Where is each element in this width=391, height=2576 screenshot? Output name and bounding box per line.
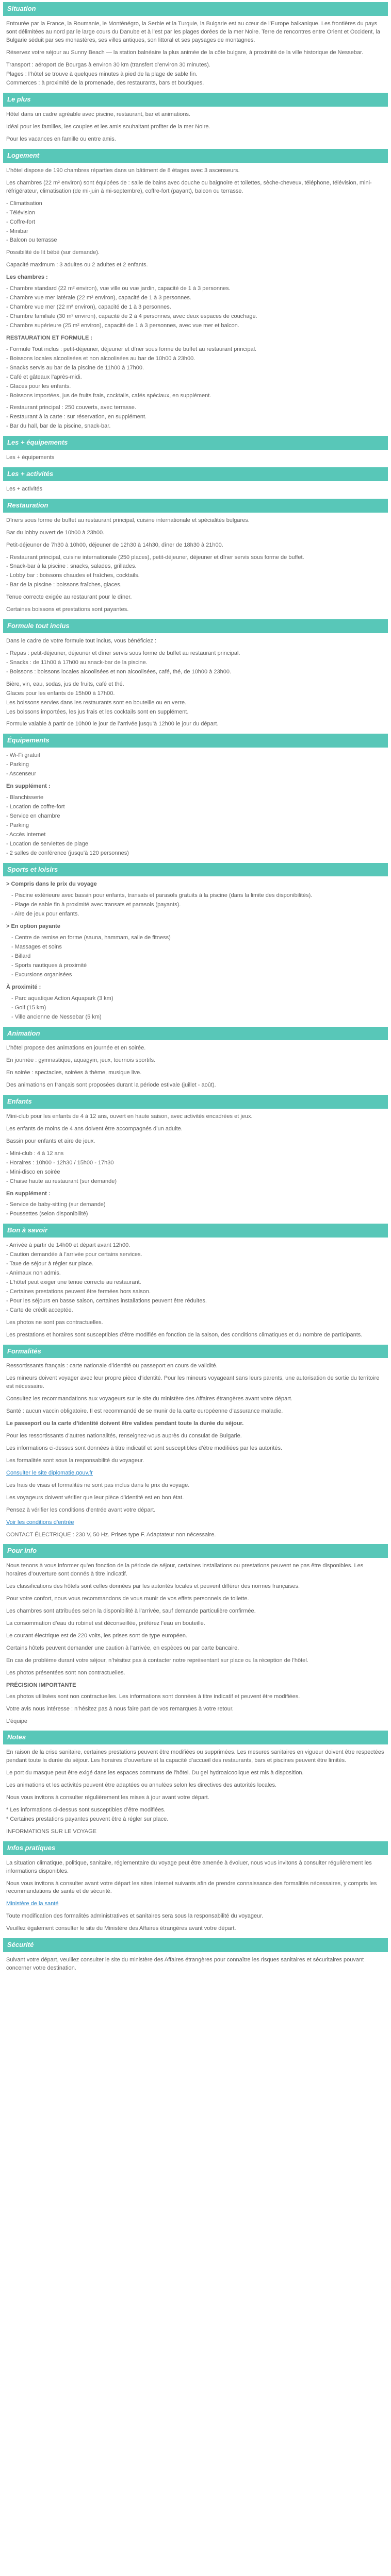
paragraph: Possibilité de lit bébé (sur demande). (6, 249, 100, 256)
list-item: - Piscine extérieure avec bassin pour enfants, transats et parasols gratuits à la piscine (dans la limite des disponibilités). (11, 892, 313, 899)
paragraph: Toute modification des formalités administratives et sanitaires sera sous la responsabilité du voyageur. (6, 1913, 264, 1920)
paragraph: Les animations et les activités peuvent être adaptées ou annulées selon les directives des autorités locales. (6, 1782, 277, 1789)
list-item: - Restaurant principal, cuisine internationale (250 places), petit-déjeuner, déjeuner et dîner servis sous forme de buffet. (6, 554, 304, 561)
paragraph: Les prestations et horaires sont susceptibles d’être modifiés en fonction de la saison, des conditions climatiques et du nombre de participants. (6, 1331, 363, 1338)
subheading: RESTAURATION ET FORMULE : (6, 334, 93, 341)
section-equipements (3, 734, 388, 857)
section-title: Logement (3, 149, 388, 163)
section-title: Le plus (3, 93, 388, 107)
list-item: - Aire de jeux pour enfants. (11, 911, 79, 918)
list-item: - Massages et soins (11, 944, 62, 951)
paragraph: Petit-déjeuner de 7h30 à 10h00, déjeuner de 12h30 à 14h30, dîner de 18h30 à 21h00. (6, 541, 223, 548)
list-item: Les boissons servies dans les restaurants sont en bouteille ou en verre. (6, 699, 187, 706)
section-title: Formule tout inclus (3, 619, 388, 633)
paragraph: Certaines boissons et prestations sont payantes. (6, 606, 129, 613)
paragraph: En raison de la crise sanitaire, certaines prestations peuvent être modifiées ou supprimées. Les mesures sanitaires en vigueur doivent être respectées pendant toute la durée du séjour. Les horaires d’ouverture et la capacité d’accueil des restaurants, bars et piscines peuvent être limités. (6, 1749, 384, 1764)
signature: L’équipe (6, 1718, 27, 1724)
section-title: Sécurité (3, 1938, 388, 1952)
section-title: Formalités (3, 1345, 388, 1359)
section-title: Les + équipements (3, 436, 388, 450)
list-item: Commerces : à proximité de la promenade, des restaurants, bars et boutiques. (6, 80, 204, 87)
paragraph: Les classifications des hôtels sont celles données par les autorités locales et peuvent différer des normes françaises. (6, 1583, 300, 1590)
section-animation (3, 1027, 388, 1090)
section-notes (3, 1731, 388, 1836)
list-item: - Arrivée à partir de 14h00 et départ avant 12h00. (6, 1242, 131, 1249)
list-item: - Snack-bar à la piscine : snacks, salades, grillades. (6, 563, 137, 570)
paragraph: Idéal pour les familles, les couples et les amis souhaitant profiter de la mer Noire. (6, 124, 210, 130)
paragraph: Nous vous invitons à consulter régulièrement les mises à jour avant votre départ. (6, 1794, 209, 1801)
paragraph: Pour les ressortissants d’autres nationalités, renseignez-vous auprès du consulat de Bulgarie. (6, 1433, 242, 1439)
paragraph: Formule valable à partir de 10h00 le jour de l’arrivée jusqu’à 12h00 le jour du départ. (6, 721, 219, 727)
list-item: - Blanchisserie (6, 794, 44, 801)
list-item: - Chambre vue mer (22 m² environ), capacité de 1 à 3 personnes. (6, 304, 171, 311)
list-item: - Boissons importées, jus de fruits frais, cocktails, cafés spéciaux, en supplément. (6, 392, 211, 399)
section-pour-info (3, 1544, 388, 1725)
paragraph: Pensez à vérifier les conditions d’entrée avant votre départ. (6, 1506, 156, 1513)
paragraph: Santé : aucun vaccin obligatoire. Il est recommandé de se munir de la carte européenne d’assurance maladie. (6, 1408, 283, 1415)
section-title: Infos pratiques (3, 1841, 388, 1855)
list-item: - Wi-Fi gratuit (6, 752, 40, 759)
list-item: - Sports nautiques à proximité (11, 962, 87, 969)
paragraph: Dans le cadre de votre formule tout inclus, vous bénéficiez : (6, 637, 157, 644)
paragraph: Pour votre confort, nous vous recommandons de vous munir de vos effets personnels de toilette. (6, 1596, 249, 1602)
paragraph: Capacité maximum : 3 adultes ou 2 adultes et 2 enfants. (6, 262, 148, 268)
paragraph: CONTACT ÉLECTRIQUE : 230 V, 50 Hz. Prises type F. Adaptateur non nécessaire. (6, 1531, 216, 1538)
list-item: - Chambre supérieure (25 m² environ), capacité de 1 à 3 personnes, avec vue mer et balcon. (6, 322, 239, 329)
list-item: - Taxe de séjour à régler sur place. (6, 1261, 94, 1267)
section-infos-pratiques (3, 1841, 388, 1933)
list-item: - Service en chambre (6, 812, 60, 819)
section-title: Situation (3, 2, 388, 16)
list-item: - Restaurant à la carte : sur réservation, en supplément. (6, 414, 147, 420)
paragraph: En cas de problème durant votre séjour, n’hésitez pas à contacter notre représentant sur place ou la réception de l’hôtel. (6, 1657, 308, 1664)
list-item: - Chambre familiale (30 m² environ), capacité de 2 à 4 personnes, avec deux espaces de couchage. (6, 313, 257, 320)
paragraph: Les chambres (22 m² environ) sont équipées de : salle de bains avec douche ou baignoire et toilettes, sèche-cheveux, téléphone, télévision, mini-réfrigérateur, climatisation (de mi-juin à mi-septembre), coffre-fort (payant), balcon ou terrasse. (6, 179, 372, 194)
list-item: - Chambre standard (22 m² environ), vue ville ou vue jardin, capacité de 1 à 3 personnes. (6, 285, 231, 292)
list-item: - Boissons : boissons locales alcoolisées et non alcoolisées, café, thé, de 10h00 à 23h00. (6, 668, 231, 675)
list-item: - Bar de la piscine : boissons fraîches, glaces. (6, 582, 122, 588)
list-item: - Parking (6, 761, 29, 768)
list-item: - Restaurant principal : 250 couverts, avec terrasse. (6, 404, 136, 411)
section-title: Enfants (3, 1095, 388, 1109)
paragraph: Les enfants de moins de 4 ans doivent être accompagnés d’un adulte. (6, 1125, 183, 1132)
list-item: - Caution demandée à l’arrivée pour certains services. (6, 1251, 142, 1258)
section-bon-a-savoir (3, 1224, 388, 1339)
list-item: - Plage de sable fin à proximité avec transats et parasols (payants). (11, 902, 181, 908)
section-formalites (3, 1345, 388, 1539)
paragraph: En journée : gymnastique, aquagym, jeux, tournois sportifs. (6, 1057, 156, 1064)
section-les-plus-equipements (3, 436, 388, 462)
subheading: À proximité : (6, 984, 41, 990)
list-item: - Billard (11, 953, 31, 959)
paragraph: Entourée par la France, la Roumanie, le Monténégro, la Serbie et la Turquie, la Bulgarie est au cœur de l’Europe balkanique. Les frontières du pays sont délimitées au nord par le large cours du Danube et à l’est par les plages dorées de la mer Noire. Terre de rencontres entre Orient et Occident, la Bulgarie séduit par ses monastères, ses villes antiques, son littoral et ses paysages de montagnes. (6, 20, 380, 43)
paragraph: INFORMATIONS SUR LE VOYAGE (6, 1828, 97, 1835)
section-title: Sports et loisirs (3, 863, 388, 877)
list-item: - L’hôtel peut exiger une tenue correcte au restaurant. (6, 1279, 141, 1285)
paragraph: La situation climatique, politique, sanitaire, réglementaire du voyage peut être amenée à évoluer, nous vous invitons à consulter régulièrement les informations disponibles. (6, 1859, 372, 1874)
list-item: - Lobby bar : boissons chaudes et fraîches, cocktails. (6, 572, 140, 579)
section-logement (3, 149, 388, 431)
section-title: Notes (3, 1731, 388, 1744)
paragraph: En soirée : spectacles, soirées à thème, musique live. (6, 1070, 142, 1076)
section-sports-loisirs (3, 863, 388, 1022)
paragraph: Les informations ci-dessus sont données à titre indicatif et sont susceptibles d’être modifiées par les autorités. (6, 1445, 282, 1451)
paragraph: Nous tenons à vous informer qu’en fonction de la période de séjour, certaines installations ou prestations peuvent ne pas être disponibles. Les horaires d’ouverture sont donnés à titre indicatif. (6, 1563, 364, 1578)
list-item: - Chambre vue mer latérale (22 m² environ), capacité de 1 à 3 personnes. (6, 295, 191, 301)
section-title: Pour info (3, 1544, 388, 1558)
subheading: En supplément : (6, 1190, 51, 1197)
paragraph: Veuillez également consulter le site du Ministère des Affaires étrangères avant votre départ. (6, 1925, 236, 1932)
list-item: Transport : aéroport de Bourgas à environ 30 km (transfert d’environ 30 minutes). (6, 61, 210, 68)
list-item: - Mini-disco en soirée (6, 1168, 60, 1175)
list-item: - Location de serviettes de plage (6, 840, 88, 847)
subheading: > Compris dans le prix du voyage (6, 881, 97, 888)
paragraph: Des animations en français sont proposées durant la période estivale (juillet - août). (6, 1082, 216, 1089)
section-title: Restauration (3, 499, 388, 513)
paragraph: L’hôtel propose des animations en journée et en soirée. (6, 1045, 146, 1052)
paragraph: Les + équipements (6, 454, 55, 461)
important-note: Le passeport ou la carte d’identité doivent être valides pendant toute la durée du séjour. (6, 1420, 244, 1427)
list-item: Plages : l’hôtel se trouve à quelques minutes à pied de la plage de sable fin. (6, 71, 198, 77)
health-ministry-link[interactable]: Ministère de la santé (6, 1901, 59, 1907)
list-item: - Snacks : de 11h00 à 17h00 au snack-bar de la piscine. (6, 659, 148, 666)
paragraph: Consultez les recommandations aux voyageurs sur le site du ministère des Affaires étrangères avant votre départ. (6, 1396, 292, 1402)
list-item: - Poussettes (selon disponibilité) (6, 1211, 88, 1217)
paragraph: Les + activités (6, 485, 43, 492)
subheading: PRÉCISION IMPORTANTE (6, 1682, 76, 1688)
section-les-plus-activites (3, 467, 388, 494)
list-item: - Location de coffre-fort (6, 803, 65, 810)
list-item: - Minibar (6, 228, 28, 234)
section-restauration (3, 499, 388, 614)
paragraph: Les photos ne sont pas contractuelles. (6, 1319, 103, 1326)
paragraph: Tenue correcte exigée au restaurant pour le dîner. (6, 594, 132, 601)
paragraph: L’hôtel dispose de 190 chambres réparties dans un bâtiment de 8 étages avec 3 ascenseurs. (6, 167, 240, 174)
list-item: * Certaines prestations payantes peuvent être à régler sur place. (6, 1816, 169, 1822)
paragraph: Les chambres sont attribuées selon la disponibilité à l’arrivée, sauf demande particulière confirmée. (6, 1608, 256, 1615)
paragraph: Le port du masque peut être exigé dans les espaces communs de l’hôtel. Du gel hydroalcoolique est mis à disposition. (6, 1770, 304, 1776)
section-title: Équipements (3, 734, 388, 748)
list-item: - Café et gâteaux l’après-midi. (6, 374, 82, 380)
subheading: Les chambres : (6, 274, 48, 281)
paragraph: Les photos utilisées sont non contractuelles. Les informations sont données à titre indicatif et peuvent être modifiées. (6, 1693, 300, 1700)
paragraph: Nous vous invitons à consulter avant votre départ les sites Internet suivants afin de prendre connaissance des formalités nécessaires, y compris les recommandations de santé et de sécurité. (6, 1880, 377, 1895)
list-item: - Mini-club : 4 à 12 ans (6, 1150, 64, 1157)
list-item: - Balcon ou terrasse (6, 237, 57, 244)
diplomatie-link[interactable]: Consulter le site diplomatie.gouv.fr (6, 1469, 93, 1476)
paragraph: La consommation d’eau du robinet est déconseillée, préférez l’eau en bouteille. (6, 1620, 205, 1626)
paragraph: Les voyageurs doivent vérifier que leur pièce d’identité est en bon état. (6, 1494, 184, 1501)
list-item: - Bar du hall, bar de la piscine, snack-bar. (6, 423, 111, 430)
list-item: - Coffre-fort (6, 218, 36, 225)
list-item: - Repas : petit-déjeuner, déjeuner et dîner servis sous forme de buffet au restaurant principal. (6, 650, 240, 656)
list-item: - Ascenseur (6, 771, 37, 777)
section-title: Les + activités (3, 467, 388, 481)
entry-conditions-link[interactable]: Voir les conditions d’entrée (6, 1519, 74, 1526)
list-item: - 2 salles de conférence (jusqu’à 120 personnes) (6, 850, 129, 856)
paragraph: Dîners sous forme de buffet au restaurant principal, cuisine internationale et spécialités bulgares. (6, 517, 250, 523)
section-title: Animation (3, 1027, 388, 1041)
list-item: - Glaces pour les enfants. (6, 383, 71, 389)
list-item: * Les informations ci-dessus sont susceptibles d’être modifiées. (6, 1806, 166, 1813)
section-le-plus (3, 93, 388, 144)
list-item: - Parc aquatique Action Aquapark (3 km) (11, 995, 113, 1002)
list-item: - Golf (15 km) (11, 1004, 46, 1011)
section-title: Bon à savoir (3, 1224, 388, 1238)
list-item: - Accès Internet (6, 831, 46, 838)
paragraph: Hôtel dans un cadre agréable avec piscine, restaurant, bar et animations. (6, 111, 191, 118)
paragraph: Pour les vacances en famille ou entre amis. (6, 136, 116, 143)
paragraph: Suivant votre départ, veuillez consulter le site du ministère des Affaires étrangères pour connaître les risques sanitaires et sécuritaires pouvant concerner votre destination. (6, 1957, 364, 1971)
list-item: - Chaise haute au restaurant (sur demande) (6, 1178, 117, 1184)
section-enfants (3, 1095, 388, 1218)
paragraph: Votre avis nous intéresse : n’hésitez pas à nous faire part de vos remarques à votre retour. (6, 1705, 234, 1712)
subheading: > En option payante (6, 923, 60, 930)
paragraph: Le courant électrique est de 220 volts, les prises sont de type européen. (6, 1632, 187, 1639)
paragraph: Bassin pour enfants et aire de jeux. (6, 1138, 95, 1144)
list-item: - Parking (6, 822, 29, 828)
list-item: - Boissons locales alcoolisées et non alcoolisées au bar de 10h00 à 23h00. (6, 355, 196, 362)
paragraph: Les photos présentées sont non contractuelles. (6, 1669, 125, 1676)
list-item: - Formule Tout inclus : petit-déjeuner, déjeuner et dîner sous forme de buffet au restaurant principal. (6, 346, 257, 352)
list-item: - Certaines prestations peuvent être fermées hors saison. (6, 1288, 151, 1295)
paragraph: Réservez votre séjour au Sunny Beach — la station balnéaire la plus animée de la côte bulgare, à proximité de la ville historique de Nessebar. (6, 49, 364, 56)
list-item: - Carte de crédit acceptée. (6, 1307, 73, 1313)
list-item: - Snacks servis au bar de la piscine de 11h00 à 17h00. (6, 364, 144, 371)
list-item: - Horaires : 10h00 - 12h30 / 15h00 - 17h30 (6, 1159, 114, 1166)
section-situation (3, 2, 388, 88)
list-item: - Pour les séjours en basse saison, certaines installations peuvent être réduites. (6, 1297, 207, 1304)
list-item: - Excursions organisées (11, 971, 72, 978)
list-item: - Télévision (6, 209, 36, 216)
list-item: - Animaux non admis. (6, 1270, 61, 1276)
paragraph: Bar du lobby ouvert de 10h00 à 23h00. (6, 529, 105, 536)
list-item: Bière, vin, eau, sodas, jus de fruits, café et thé. (6, 681, 124, 687)
subheading: En supplément : (6, 783, 51, 790)
list-item: - Centre de remise en forme (sauna, hammam, salle de fitness) (11, 935, 171, 941)
section-securite (3, 1938, 388, 1973)
list-item: Glaces pour les enfants de 15h00 à 17h00. (6, 690, 115, 697)
list-item: - Ville ancienne de Nessebar (5 km) (11, 1013, 102, 1020)
section-formule-tout-inclus (3, 619, 388, 728)
paragraph: Les formalités sont sous la responsabilité du voyageur. (6, 1457, 144, 1464)
paragraph: Certains hôtels peuvent demander une caution à l’arrivée, en espèces ou par carte bancaire. (6, 1645, 239, 1651)
paragraph: Ressortissants français : carte nationale d’identité ou passeport en cours de validité. (6, 1363, 218, 1369)
list-item: - Climatisation (6, 200, 42, 207)
paragraph: Les frais de visas et formalités ne sont pas inclus dans le prix du voyage. (6, 1482, 190, 1488)
paragraph: Mini-club pour les enfants de 4 à 12 ans, ouvert en haute saison, avec activités encadrées et jeux. (6, 1113, 253, 1120)
list-item: Les boissons importées, les jus frais et les cocktails sont en supplément. (6, 708, 189, 715)
list-item: - Service de baby-sitting (sur demande) (6, 1201, 106, 1208)
paragraph: Les mineurs doivent voyager avec leur propre pièce d’identité. Pour les mineurs voyageant sans leurs parents, une autorisation de sortie du territoire est nécessaire. (6, 1375, 380, 1390)
